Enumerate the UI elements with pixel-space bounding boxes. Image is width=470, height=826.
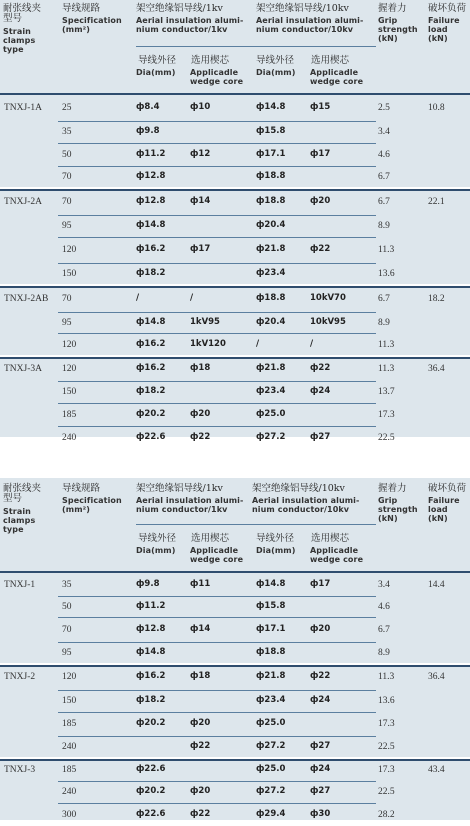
table-row	[0, 573, 470, 596]
header-type-cn: 耐张线夹 型号	[3, 3, 42, 25]
cell-spec: 95	[62, 318, 72, 328]
header-dia-en: Dia(mm)	[256, 546, 296, 555]
cell-spec: 95	[62, 648, 72, 658]
cell-spec: 70	[62, 294, 72, 304]
cell-grip: 22.5	[378, 433, 395, 443]
cell-spec: 70	[62, 625, 72, 635]
cell-wedge10: ф20	[310, 196, 331, 206]
cell-wedge10: ф22	[310, 363, 331, 373]
cell-dia10: ф15.8	[256, 126, 286, 136]
header-wedge-en: Applicadle wedge core	[310, 546, 364, 564]
header-dia-cn: 导线外径	[138, 533, 177, 544]
cell-dia1: ф14.8	[136, 647, 166, 657]
cell-grip: 13.6	[378, 696, 395, 706]
header-grip-cn: 握着力	[378, 3, 407, 14]
cell-wedge10: ф17	[310, 579, 331, 589]
cell-grip: 22.5	[378, 787, 395, 797]
table-row	[0, 781, 470, 803]
table-row	[0, 215, 470, 237]
table-row	[0, 617, 470, 642]
cell-dia1: ф16.2	[136, 363, 166, 373]
cell-dia10: ф27.2	[256, 786, 286, 796]
cell-fail: 18.2	[428, 294, 445, 304]
table-row	[0, 237, 470, 263]
cell-dia10: ф21.8	[256, 244, 286, 254]
header-spec-en: Specification (mm²)	[62, 496, 122, 514]
cell-spec: 120	[62, 340, 77, 350]
table-row	[0, 356, 470, 381]
table-row	[0, 333, 470, 356]
table-row	[0, 188, 470, 215]
cell-spec: 50	[62, 150, 72, 160]
header-dia-cn: 导线外径	[138, 55, 177, 66]
cell-grip: 11.3	[378, 672, 395, 682]
cell-wedge10: ф22	[310, 671, 331, 681]
cell-spec: 120	[62, 672, 77, 682]
table-row	[0, 121, 470, 143]
header-10kv-cn: 架空绝缘铝导线/10kv	[252, 483, 345, 494]
header-dia-en: Dia(mm)	[136, 546, 176, 555]
cell-dia1: ф18.2	[136, 695, 166, 705]
table-row	[0, 285, 470, 312]
cell-dia10: ф18.8	[256, 647, 286, 657]
header-wedge-en: Applicadle wedge core	[190, 68, 244, 86]
cell-spec: 240	[62, 742, 77, 752]
cell-spec: 35	[62, 127, 72, 137]
cell-spec: 150	[62, 696, 77, 706]
cell-wedge10: ф24	[310, 695, 331, 705]
cell-dia1: ф22.6	[136, 432, 166, 442]
header-1kv-en: Aerial insulation alumi- nium conductor/1kv	[136, 496, 244, 514]
cell-dia1: ф9.8	[136, 579, 160, 589]
cell-dia10: ф14.8	[256, 579, 286, 589]
cell-wedge1: ф22	[190, 809, 211, 819]
header-group-divider	[136, 46, 376, 47]
cell-fail: 36.4	[428, 364, 445, 374]
header-failure-en: Failure load (kN)	[428, 496, 460, 523]
cell-spec: 185	[62, 719, 77, 729]
header-1kv-cn: 架空绝缘铝导线/1kv	[136, 3, 223, 14]
cell-grip: 13.6	[378, 269, 395, 279]
header-10kv-en: Aerial insulation alumi- nium conductor/10kv	[252, 496, 360, 514]
cell-dia1: /	[136, 293, 140, 303]
cell-wedge1: /	[190, 293, 194, 303]
cell-dia10: /	[256, 339, 260, 349]
cell-dia1: ф18.2	[136, 386, 166, 396]
table-row	[0, 664, 470, 690]
cell-dia10: ф14.8	[256, 102, 286, 112]
header-type-en: Strain clamps type	[3, 507, 36, 534]
cell-dia1: ф20.2	[136, 786, 166, 796]
cell-dia10: ф15.8	[256, 601, 286, 611]
cell-grip: 17.3	[378, 765, 395, 775]
cell-wedge10: ф27	[310, 786, 331, 796]
header-spec-en: Specification (mm²)	[62, 16, 122, 34]
cell-dia1: ф12.8	[136, 196, 166, 206]
cell-dia10: ф25.0	[256, 718, 286, 728]
cell-grip: 6.7	[378, 294, 390, 304]
cell-wedge10: 10kV95	[310, 317, 346, 327]
cell-type: TNXJ-1	[4, 580, 36, 590]
cell-grip: 6.7	[378, 172, 390, 182]
cell-dia10: ф23.4	[256, 695, 286, 705]
cell-wedge10: ф22	[310, 244, 331, 254]
header-wedge-cn: 选用楔芯	[191, 533, 230, 544]
cell-spec: 25	[62, 103, 72, 113]
header-spec-cn: 导线规路	[62, 3, 101, 14]
header-wedge-en: Applicadle wedge core	[190, 546, 244, 564]
cell-dia1: ф11.2	[136, 149, 166, 159]
cell-spec: 50	[62, 602, 72, 612]
cell-dia1: ф8.4	[136, 102, 160, 112]
cell-wedge1: ф20	[190, 718, 211, 728]
cell-wedge10: ф17	[310, 149, 331, 159]
cell-wedge10: ф27	[310, 432, 331, 442]
cell-wedge1: 1kV120	[190, 339, 226, 349]
cell-spec: 150	[62, 387, 77, 397]
cell-grip: 17.3	[378, 410, 395, 420]
header-dia-en: Dia(mm)	[256, 68, 296, 77]
cell-grip: 8.9	[378, 318, 390, 328]
table-row	[0, 642, 470, 664]
cell-dia10: ф18.8	[256, 293, 286, 303]
cell-wedge1: ф20	[190, 409, 211, 419]
cell-wedge1: ф18	[190, 671, 211, 681]
cell-wedge10: 10kV70	[310, 293, 346, 303]
cell-dia1: ф14.8	[136, 317, 166, 327]
cell-dia1: ф16.2	[136, 339, 166, 349]
header-dia-cn: 导线外径	[256, 55, 295, 66]
cell-dia10: ф27.2	[256, 432, 286, 442]
cell-dia10: ф18.8	[256, 196, 286, 206]
cell-dia10: ф21.8	[256, 671, 286, 681]
cell-grip: 13.7	[378, 387, 395, 397]
table-row	[0, 596, 470, 617]
cell-grip: 6.7	[378, 197, 390, 207]
cell-dia10: ф29.4	[256, 809, 286, 819]
cell-wedge1: ф22	[190, 432, 211, 442]
cell-grip: 4.6	[378, 150, 390, 160]
cell-spec: 240	[62, 433, 77, 443]
cell-dia10: ф25.0	[256, 764, 286, 774]
cell-spec: 185	[62, 765, 77, 775]
cell-type: TNXJ-2AB	[4, 294, 49, 304]
cell-dia1: ф16.2	[136, 671, 166, 681]
cell-dia1: ф18.2	[136, 268, 166, 278]
table-row	[0, 166, 470, 188]
cell-wedge1: ф22	[190, 741, 211, 751]
cell-wedge1: ф20	[190, 786, 211, 796]
cell-grip: 11.3	[378, 364, 395, 374]
header-wedge-cn: 选用楔芯	[191, 55, 230, 66]
cell-wedge10: ф27	[310, 741, 331, 751]
table-row	[0, 690, 470, 712]
cell-wedge1: ф10	[190, 102, 211, 112]
cell-fail: 22.1	[428, 197, 445, 207]
cell-spec: 120	[62, 245, 77, 255]
cell-grip: 3.4	[378, 580, 390, 590]
cell-wedge10: ф30	[310, 809, 331, 819]
cell-dia10: ф20.4	[256, 317, 286, 327]
cell-type: TNXJ-1A	[4, 103, 42, 113]
cell-type: TNXJ-2A	[4, 197, 42, 207]
header-failure-cn: 破坏负荷	[428, 3, 467, 14]
cell-spec: 240	[62, 787, 77, 797]
cell-dia1: ф20.2	[136, 409, 166, 419]
cell-grip: 28.2	[378, 810, 395, 820]
header-10kv-cn: 架空绝缘铝导线/10kv	[256, 3, 349, 14]
cell-dia1: ф9.8	[136, 126, 160, 136]
header-grip-en: Grip strength (kN)	[378, 16, 418, 43]
table-row	[0, 403, 470, 426]
cell-fail: 43.4	[428, 765, 445, 775]
header-10kv-en: Aerial insulation alumi- nium conductor/10kv	[256, 16, 364, 34]
cell-fail: 14.4	[428, 580, 445, 590]
header-grip-en: Grip strength (kN)	[378, 496, 418, 523]
header-type-en: Strain clamps type	[3, 27, 36, 54]
cell-grip: 2.5	[378, 103, 390, 113]
cell-dia10: ф23.4	[256, 386, 286, 396]
cell-dia10: ф17.1	[256, 624, 286, 634]
table-row	[0, 758, 470, 781]
cell-spec: 120	[62, 364, 77, 374]
cell-dia1: ф11.2	[136, 601, 166, 611]
header-type-cn: 耐张线夹 型号	[3, 483, 42, 505]
header-grip-cn: 握着力	[378, 483, 407, 494]
cell-dia1: ф20.2	[136, 718, 166, 728]
cell-grip: 6.7	[378, 625, 390, 635]
cell-type: TNXJ-3A	[4, 364, 42, 374]
table-row	[0, 95, 470, 121]
header-dia-en: Dia(mm)	[136, 68, 176, 77]
cell-dia10: ф21.8	[256, 363, 286, 373]
cell-wedge10: ф24	[310, 386, 331, 396]
cell-grip: 8.9	[378, 221, 390, 231]
cell-fail: 36.4	[428, 672, 445, 682]
header-1kv-en: Aerial insulation alumi- nium conductor/1kv	[136, 16, 244, 34]
table-row	[0, 381, 470, 403]
cell-grip: 11.3	[378, 245, 395, 255]
cell-wedge1: ф12	[190, 149, 211, 159]
header-failure-cn: 破坏负荷	[428, 483, 467, 494]
cell-grip: 3.4	[378, 127, 390, 137]
header-wedge-en: Applicadle wedge core	[310, 68, 364, 86]
cell-dia10: ф18.8	[256, 171, 286, 181]
cell-spec: 185	[62, 410, 77, 420]
cell-type: TNXJ-2	[4, 672, 36, 682]
cell-fail: 10.8	[428, 103, 445, 113]
table-row	[0, 143, 470, 166]
cell-grip: 4.6	[378, 602, 390, 612]
cell-dia10: ф23.4	[256, 268, 286, 278]
header-wedge-cn: 选用楔芯	[311, 533, 350, 544]
cell-wedge1: ф17	[190, 244, 211, 254]
cell-spec: 35	[62, 580, 72, 590]
cell-type: TNXJ-3	[4, 765, 36, 775]
header-1kv-cn: 架空绝缘铝导线/1kv	[136, 483, 223, 494]
table-row	[0, 803, 470, 826]
cell-spec: 95	[62, 221, 72, 231]
cell-spec: 150	[62, 269, 77, 279]
cell-dia10: ф17.1	[256, 149, 286, 159]
cell-grip: 22.5	[378, 742, 395, 752]
header-wedge-cn: 选用楔芯	[311, 55, 350, 66]
header-group-divider	[136, 524, 376, 525]
cell-grip: 8.9	[378, 648, 390, 658]
cell-wedge1: 1kV95	[190, 317, 220, 327]
table-row	[0, 263, 470, 285]
table-row	[0, 712, 470, 736]
cell-grip: 11.3	[378, 340, 395, 350]
table-row	[0, 736, 470, 758]
cell-spec: 70	[62, 197, 72, 207]
header-dia-cn: 导线外径	[256, 533, 295, 544]
cell-wedge1: ф14	[190, 196, 211, 206]
table-row	[0, 426, 470, 449]
header-failure-en: Failure load (kN)	[428, 16, 460, 43]
cell-spec: 300	[62, 810, 77, 820]
cell-dia1: ф14.8	[136, 220, 166, 230]
cell-wedge10: ф24	[310, 764, 331, 774]
cell-wedge10: ф15	[310, 102, 331, 112]
cell-spec: 70	[62, 172, 72, 182]
cell-grip: 17.3	[378, 719, 395, 729]
cell-dia1: ф12.8	[136, 624, 166, 634]
cell-dia10: ф25.0	[256, 409, 286, 419]
cell-wedge1: ф11	[190, 579, 211, 589]
cell-dia1: ф22.6	[136, 809, 166, 819]
cell-wedge10: /	[310, 339, 314, 349]
cell-dia10: ф27.2	[256, 741, 286, 751]
clamp-table-2	[0, 478, 470, 820]
cell-dia1: ф16.2	[136, 244, 166, 254]
cell-wedge10: ф20	[310, 624, 331, 634]
cell-dia1: ф12.8	[136, 171, 166, 181]
header-spec-cn: 导线规路	[62, 483, 101, 494]
table-row	[0, 312, 470, 333]
cell-dia1: ф22.6	[136, 764, 166, 774]
cell-dia10: ф20.4	[256, 220, 286, 230]
cell-wedge1: ф18	[190, 363, 211, 373]
cell-wedge1: ф14	[190, 624, 211, 634]
